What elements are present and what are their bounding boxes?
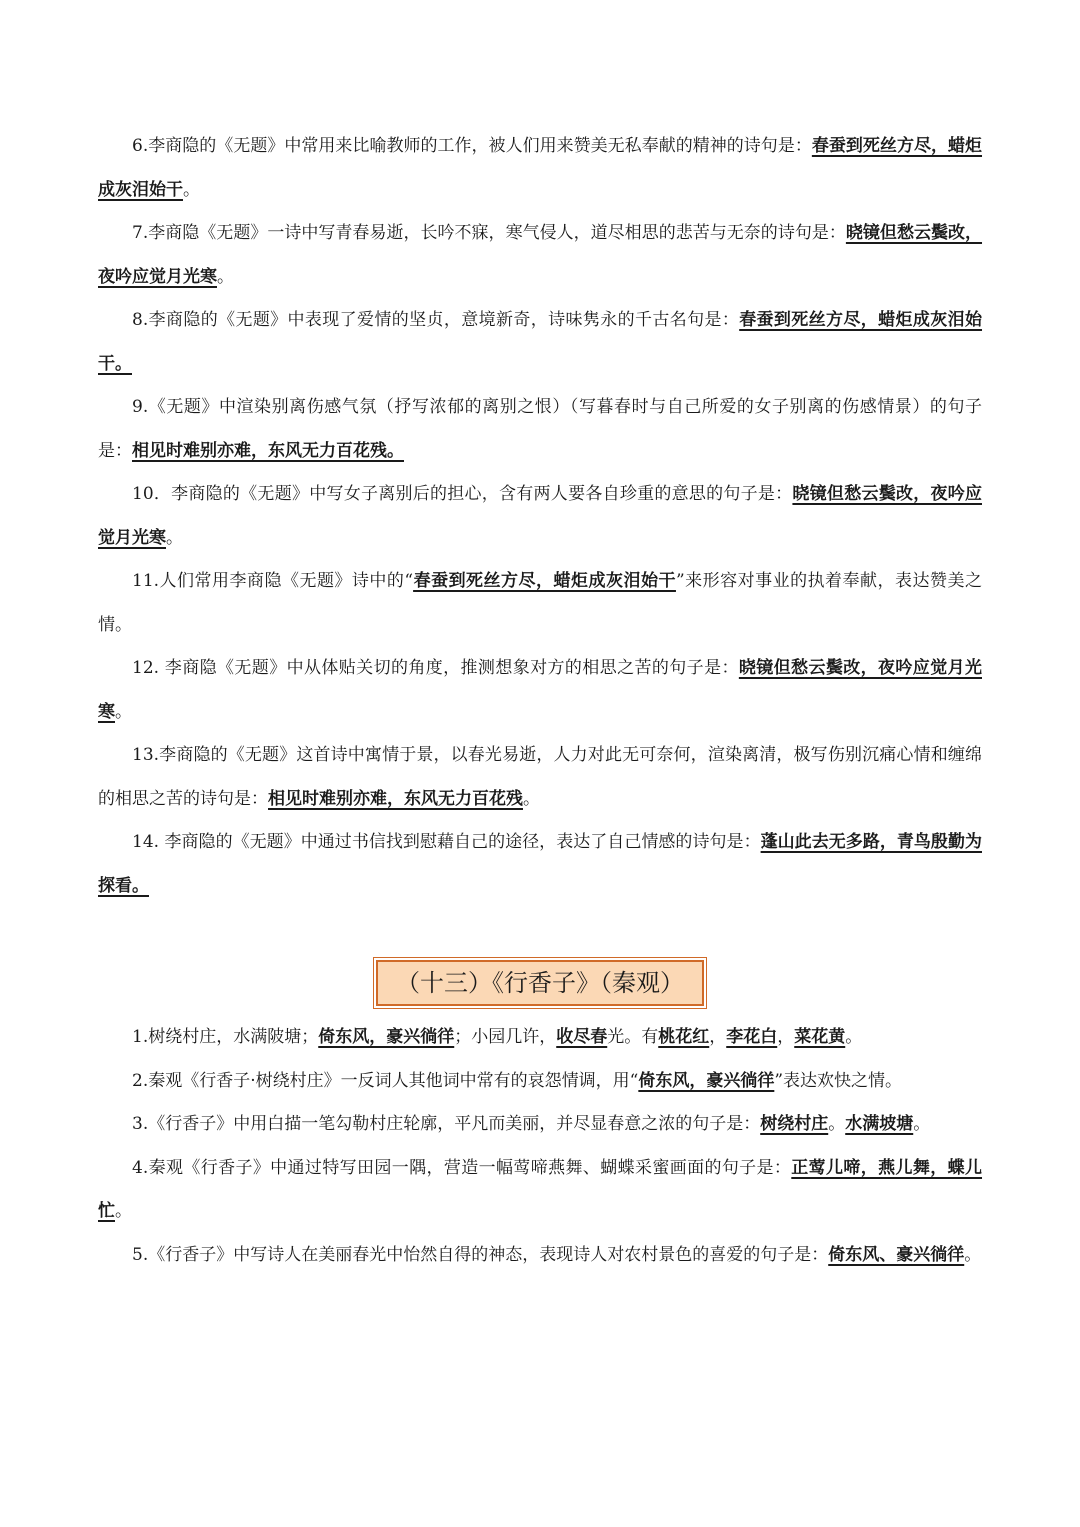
answer-text: 春蚕到死丝方尽，蜡炬成灰泪始干 [413,571,676,591]
question-text: 。 [115,1201,132,1221]
wuti-item-14 [98,821,982,908]
answer-text: 倚东风、豪兴徜徉 [828,1244,965,1265]
answer-text: 收尽春 [556,1027,608,1047]
question-text: 6.李商隐的《无题》中常用来比喻教师的工作，被人们用来赞美无私奉献的精神的诗句是： [132,136,812,156]
question-text: 4.秦观《行香子》中通过特写田园一隅，营造一幅莺啼燕舞、蝴蝶采蜜画面的句子是： [132,1157,792,1178]
wuti-item-10 [98,473,982,560]
question-text: 。 [913,1114,931,1134]
question-text: 11.人们常用李商隐《无题》诗中的“ [132,571,414,591]
question-text: 2.秦观《行香子·树绕村庄》一反词人其他词中常有的哀怨情调，用“ [132,1070,639,1091]
question-text: 。 [183,179,200,200]
answer-text: 晓镜但愁云鬓改，夜吟应觉月光寒 [98,658,982,722]
question-text: 3.《行香子》中用白描一笔勾勒村庄轮廓，平凡而美丽，并尽显春意之浓的句子是： [132,1114,761,1134]
question-text: 。 [217,266,234,287]
answer-text: 李花白 [726,1027,778,1047]
answer-text: 春蚕到死丝方尽，蜡炬成灰泪始干。 [98,310,983,374]
question-text: 。 [166,527,183,548]
section-title: （十三）《行香子》（秦观） [376,960,704,1006]
question-text: 12. 李商隐《无题》中从体贴关切的角度，推测想象对方的相思之苦的句子是： [132,658,739,678]
answer-text: 树绕村庄 [760,1114,829,1134]
question-text: ”来形容对事业的执着奉献，表达赞美之情。 [98,571,982,635]
answer-text: 水满坡塘 [845,1114,914,1134]
question-text: ， [777,1027,795,1047]
answer-text: 晓镜但愁云鬓改，夜吟应觉月光寒 [98,223,983,287]
wuti-item-6 [98,125,982,212]
question-text: 9.《无题》中渲染别离伤感气氛（抒写浓郁的离别之恨）（写暮春时与自己所爱的女子别离的伤感情景）的句子是： [98,397,982,461]
answer-text: 正莺儿啼，燕儿舞，蝶儿忙 [98,1157,983,1221]
wuti-item-13 [98,734,982,821]
xxz-item-4 [98,1147,982,1234]
xxz-item-1 [98,1016,982,1060]
question-text: 14. 李商隐的《无题》中通过书信找到慰藉自己的途径，表达了自己情感的诗句是： [132,832,761,852]
answer-text: 倚东风，豪兴徜徉 [638,1070,775,1091]
answer-text: 相见时难别亦难，东风无力百花残。 [132,440,404,461]
answer-text: 晓镜但愁云鬓改，夜吟应觉月光寒 [98,484,982,548]
question-text: 光。有 [607,1027,659,1047]
question-text: 。 [964,1244,982,1265]
answer-text: 相见时难别亦难，东风无力百花残 [268,788,523,809]
xxz-item-2 [98,1060,982,1104]
xxz-item-3 [98,1103,982,1147]
answer-text: 倚东风，豪兴徜徉 [318,1027,455,1047]
wuti-item-11 [98,560,982,647]
question-text: 。 [523,788,540,809]
question-text: 8.李商隐的《无题》中表现了爱情的坚贞，意境新奇，诗味隽永的千古名句是： [132,310,740,330]
question-text: 1.树绕村庄，水满陂塘； [132,1027,319,1047]
question-text: 10．李商隐的《无题》中写女子离别后的担心，含有两人要各自珍重的意思的句子是： [132,484,793,504]
question-text: 。 [845,1027,863,1047]
answer-text: 蓬山此去无多路，青鸟殷勤为探看。 [98,832,982,896]
answer-text: 春蚕到死丝方尽，蜡炬成灰泪始干 [98,136,983,200]
question-text: 13.李商隐的《无题》这首诗中寓情于景，以春光易逝，人力对此无可奈何，渲染离清，极写伤别沉痛心情和缠绵的相思之苦的诗句是： [98,745,982,809]
question-text: ；小园几许， [454,1027,557,1047]
question-text: ”表达欢快之情。 [774,1070,903,1091]
wuti-item-8 [98,299,982,386]
xxz-item-5 [98,1234,982,1278]
wuti-item-7 [98,212,982,299]
section-header [98,960,982,1006]
question-text: 。 [115,701,132,722]
question-text: 7.李商隐《无题》一诗中写青春易逝，长吟不寐，寒气侵人，道尽相思的悲苦与无奈的诗句是： [132,223,846,243]
question-text: 5.《行香子》中写诗人在美丽春光中怡然自得的神态，表现诗人对农村景色的喜爱的句子是： [132,1244,829,1265]
answer-text: 菜花黄 [794,1027,846,1047]
wuti-item-12 [98,647,982,734]
wuti-item-9 [98,386,982,473]
answer-text: 桃花红 [658,1027,710,1047]
question-text: ， [709,1027,727,1047]
question-text: 。 [828,1114,846,1134]
